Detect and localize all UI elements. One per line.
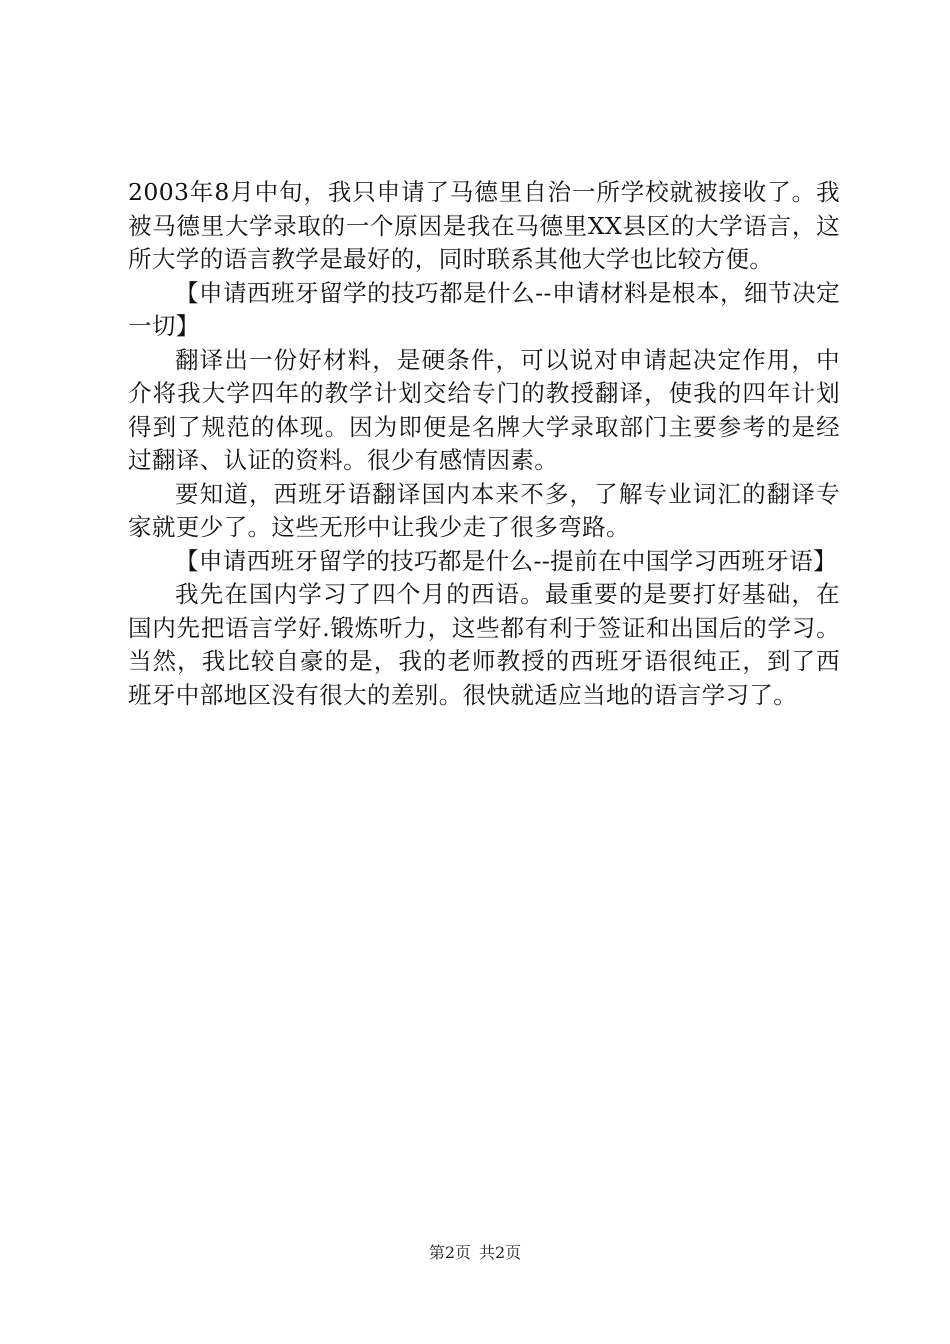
paragraph-language-study: 我先在国内学习了四个月的西语。最重要的是要打好基础，在国内先把语言学好.锻炼听力，这些都有利于签证和出国后的学习。当然，我比较自豪的是，我的老师教授的西班牙语很纯正，到了西班牙中部地区没有很大的差别。很快就适应当地的语言学习了。 bbox=[128, 580, 840, 709]
paragraph-translation: 翻译出一份好材料，是硬条件，可以说对申请起决定作用，中介将我大学四年的教学计划交给专门的教授翻译，使我的四年计划得到了规范的体现。因为即便是名牌大学录取部门主要参考的是经过翻译、认证的资料。很少有感情因素。 bbox=[128, 345, 840, 474]
page-number: 第2页 bbox=[428, 1243, 471, 1262]
page-footer bbox=[0, 1242, 950, 1264]
paragraph-intro: 2003年8月中旬，我只申请了马德里自治一所学校就被接收了。我被马德里大学录取的一个原因是我在马德里XX县区的大学语言，这所大学的语言教学是最好的，同时联系其他大学也比较方便。 bbox=[128, 178, 840, 273]
section-heading-application-materials: 【申请西班牙留学的技巧都是什么--申请材料是根本，细节决定一切】 bbox=[128, 278, 840, 340]
section-heading-learn-spanish: 【申请西班牙留学的技巧都是什么--提前在中国学习西班牙语】 bbox=[175, 546, 837, 575]
document-body bbox=[128, 176, 840, 712]
paragraph-translators: 要知道，西班牙语翻译国内本来不多，了解专业词汇的翻译专家就更少了。这些无形中让我少走了很多弯路。 bbox=[128, 479, 840, 541]
page-total: 共2页 bbox=[479, 1243, 522, 1262]
